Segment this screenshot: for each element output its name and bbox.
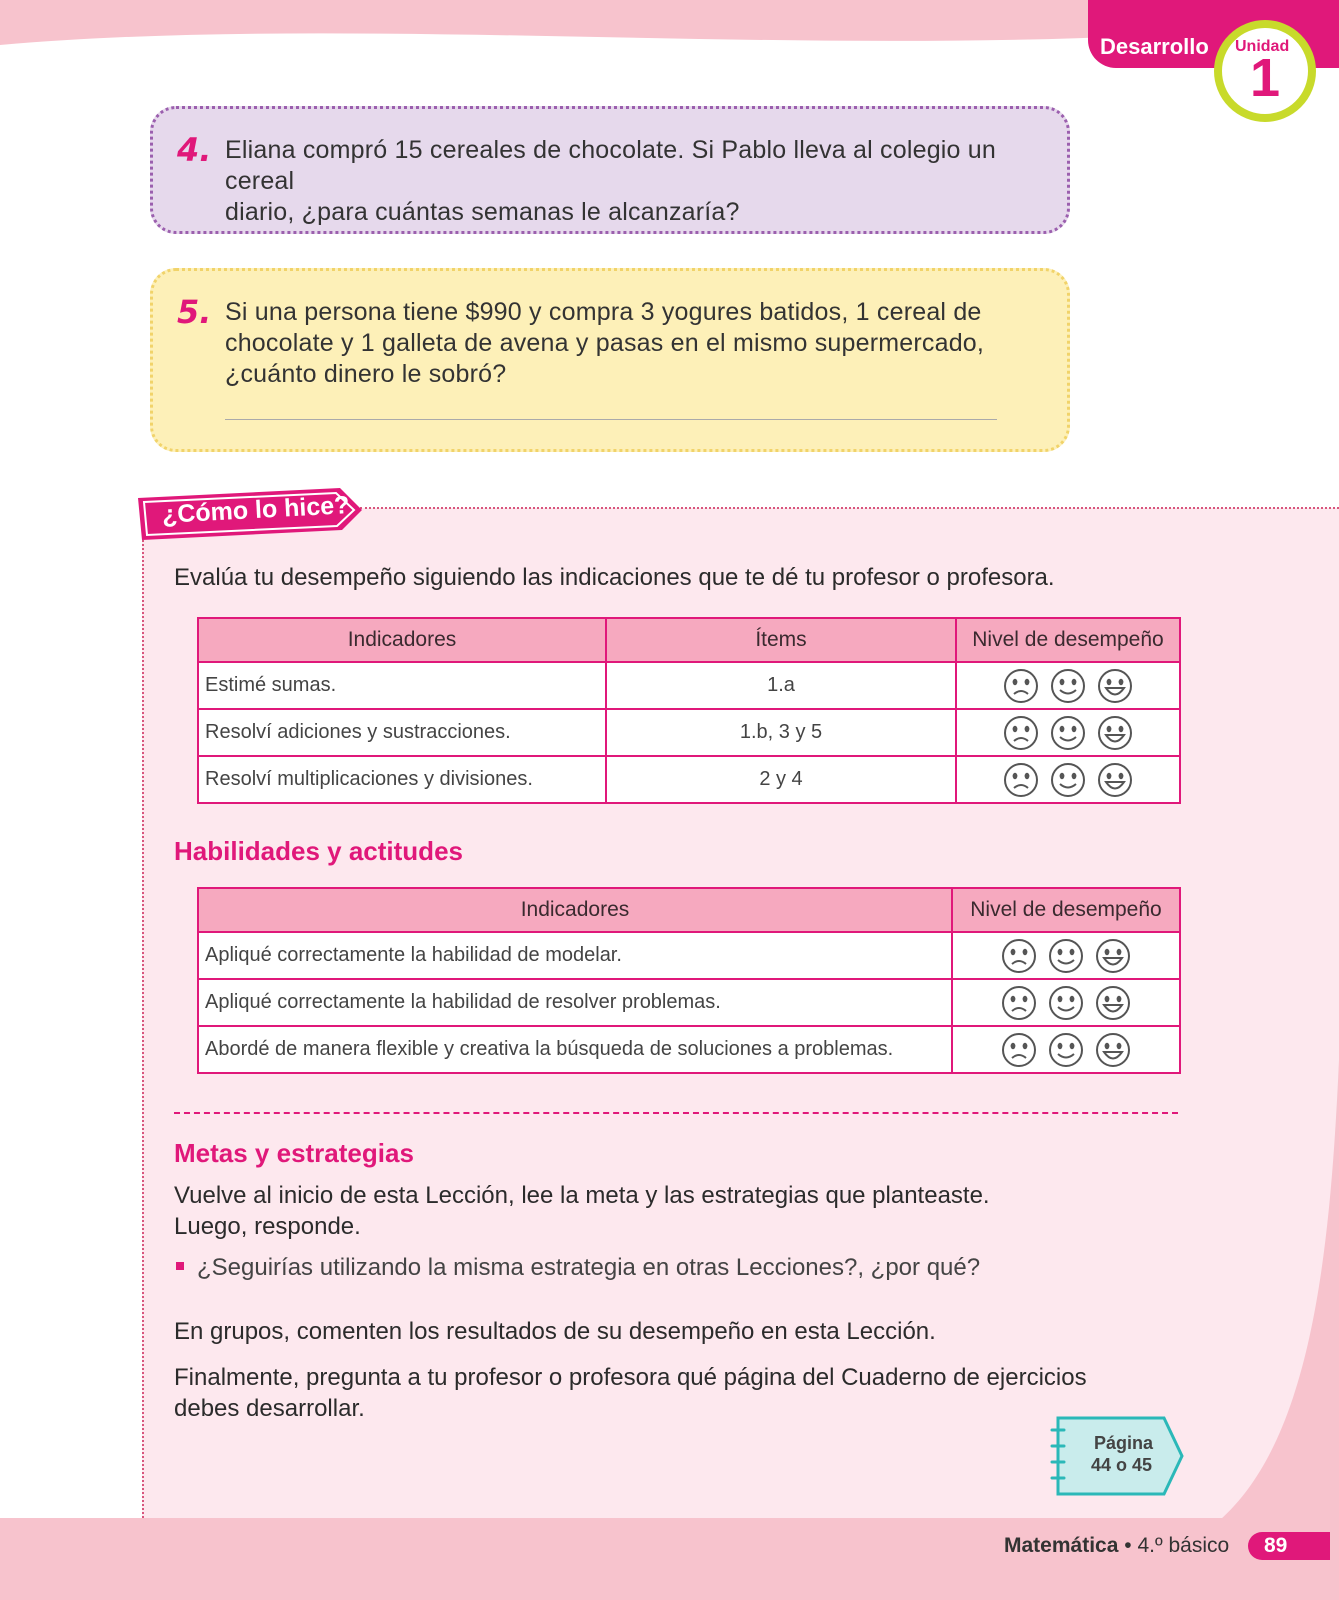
grupos-text: En grupos, comenten los resultados de su desempeño en esta Lección.	[174, 1318, 936, 1345]
footer-subject: Matemática	[1004, 1534, 1119, 1557]
indicator-cell: Resolví adiciones y sustracciones.	[198, 709, 606, 756]
table-header-nivel: Nivel de desempeño	[952, 888, 1180, 932]
sad-face-icon[interactable]	[1000, 984, 1038, 1022]
final-text-line: debes desarrollar.	[174, 1395, 365, 1422]
final-text	[174, 1362, 1087, 1424]
sad-face-icon[interactable]	[1000, 937, 1038, 975]
right-curve-decoration	[1160, 1060, 1339, 1520]
como-lo-hice-banner: ¿Cómo lo hice?	[161, 491, 351, 529]
happy-face-icon[interactable]	[1094, 984, 1132, 1022]
neutral-face-icon[interactable]	[1047, 1031, 1085, 1069]
sad-face-icon[interactable]	[1000, 1031, 1038, 1069]
neutral-face-icon[interactable]	[1049, 761, 1087, 799]
metas-text-line: Luego, responde.	[174, 1213, 361, 1240]
table-header-row	[198, 618, 1180, 662]
footer-separator: •	[1124, 1534, 1132, 1557]
dashed-separator	[174, 1112, 1178, 1114]
unit-label: Unidad	[1235, 38, 1290, 55]
items-cell: 1.b, 3 y 5	[606, 709, 956, 756]
question-text-line: chocolate y 1 galleta de avena y pasas en el mismo supermercado,	[225, 329, 985, 357]
table-header-row	[198, 888, 1180, 932]
performance-cell	[952, 932, 1180, 979]
page-ref-line1: Página	[1094, 1433, 1154, 1453]
neutral-face-icon[interactable]	[1047, 937, 1085, 975]
performance-cell	[952, 1026, 1180, 1073]
panel-divider	[360, 507, 1339, 509]
sad-face-icon[interactable]	[1002, 714, 1040, 752]
performance-cell	[956, 662, 1180, 709]
question-4-box	[150, 106, 1070, 234]
happy-face-icon[interactable]	[1094, 1031, 1132, 1069]
final-text-line: Finalmente, pregunta a tu profesor o profesora qué página del Cuaderno de ejercicios	[174, 1364, 1087, 1391]
question-5-box	[150, 268, 1070, 452]
happy-face-icon[interactable]	[1096, 761, 1134, 799]
question-text-line: ¿cuánto dinero le sobró?	[225, 360, 507, 388]
indicator-cell: Apliqué correctamente la habilidad de modelar.	[198, 932, 952, 979]
neutral-face-icon[interactable]	[1047, 984, 1085, 1022]
table-header-items: Ítems	[606, 618, 956, 662]
table-row	[198, 1026, 1180, 1073]
question-number: 5.	[177, 293, 212, 331]
question-text-line: Eliana compró 15 cereales de chocolate. Si Pablo lleva al colegio un cereal	[225, 136, 997, 195]
table-header-indicadores: Indicadores	[198, 618, 606, 662]
footer-bar	[0, 1518, 1339, 1600]
question-text-line: diario, ¿para cuántas semanas le alcanzaría?	[225, 198, 740, 226]
indicator-cell: Resolví multiplicaciones y divisiones.	[198, 756, 606, 803]
table-row	[198, 932, 1180, 979]
page-number-badge	[1248, 1532, 1330, 1560]
page-ref-line2: 44 o 45	[1091, 1455, 1153, 1475]
indicators-table	[197, 617, 1181, 804]
instruction-text: Evalúa tu desempeño siguiendo las indicaciones que te dé tu profesor o profesora.	[174, 564, 1055, 591]
footer-grade: 4.º básico	[1137, 1534, 1230, 1557]
neutral-face-icon[interactable]	[1049, 714, 1087, 752]
indicator-cell: Abordé de manera flexible y creativa la búsqueda de soluciones a problemas.	[198, 1026, 952, 1073]
table-row	[198, 756, 1180, 803]
table-header-indicadores: Indicadores	[198, 888, 952, 932]
performance-cell	[952, 979, 1180, 1026]
habilidades-title: Habilidades y actitudes	[174, 836, 463, 866]
unit-number: 1	[1250, 48, 1281, 108]
bullet-square-icon	[176, 1262, 184, 1270]
table-row	[198, 709, 1180, 756]
question-text-line: Si una persona tiene $990 y compra 3 yogures batidos, 1 cereal de	[225, 298, 982, 326]
metas-text	[174, 1180, 990, 1242]
performance-cell	[956, 709, 1180, 756]
indicator-cell: Estimé sumas.	[198, 662, 606, 709]
happy-face-icon[interactable]	[1094, 937, 1132, 975]
skills-table	[197, 887, 1181, 1074]
answer-line[interactable]	[225, 419, 997, 420]
happy-face-icon[interactable]	[1096, 667, 1134, 705]
metas-title: Metas y estrategias	[174, 1138, 414, 1168]
footer-text	[1004, 1534, 1229, 1558]
bullet-question: ¿Seguirías utilizando la misma estrategia en otras Lecciones?, ¿por qué?	[197, 1254, 981, 1281]
items-cell: 1.a	[606, 662, 956, 709]
table-row	[198, 979, 1180, 1026]
table-header-nivel: Nivel de desempeño	[956, 618, 1180, 662]
table-row	[198, 662, 1180, 709]
page-number: 89	[1264, 1534, 1288, 1557]
question-number: 4.	[177, 131, 212, 169]
sad-face-icon[interactable]	[1002, 761, 1040, 799]
question-text	[225, 297, 1047, 390]
performance-cell	[956, 756, 1180, 803]
items-cell: 2 y 4	[606, 756, 956, 803]
section-label: Desarrollo	[1100, 34, 1209, 59]
happy-face-icon[interactable]	[1096, 714, 1134, 752]
indicator-cell: Apliqué correctamente la habilidad de resolver problemas.	[198, 979, 952, 1026]
neutral-face-icon[interactable]	[1049, 667, 1087, 705]
sad-face-icon[interactable]	[1002, 667, 1040, 705]
question-text	[225, 135, 1047, 228]
metas-text-line: Vuelve al inicio de esta Lección, lee la meta y las estrategias que planteaste.	[174, 1182, 990, 1209]
